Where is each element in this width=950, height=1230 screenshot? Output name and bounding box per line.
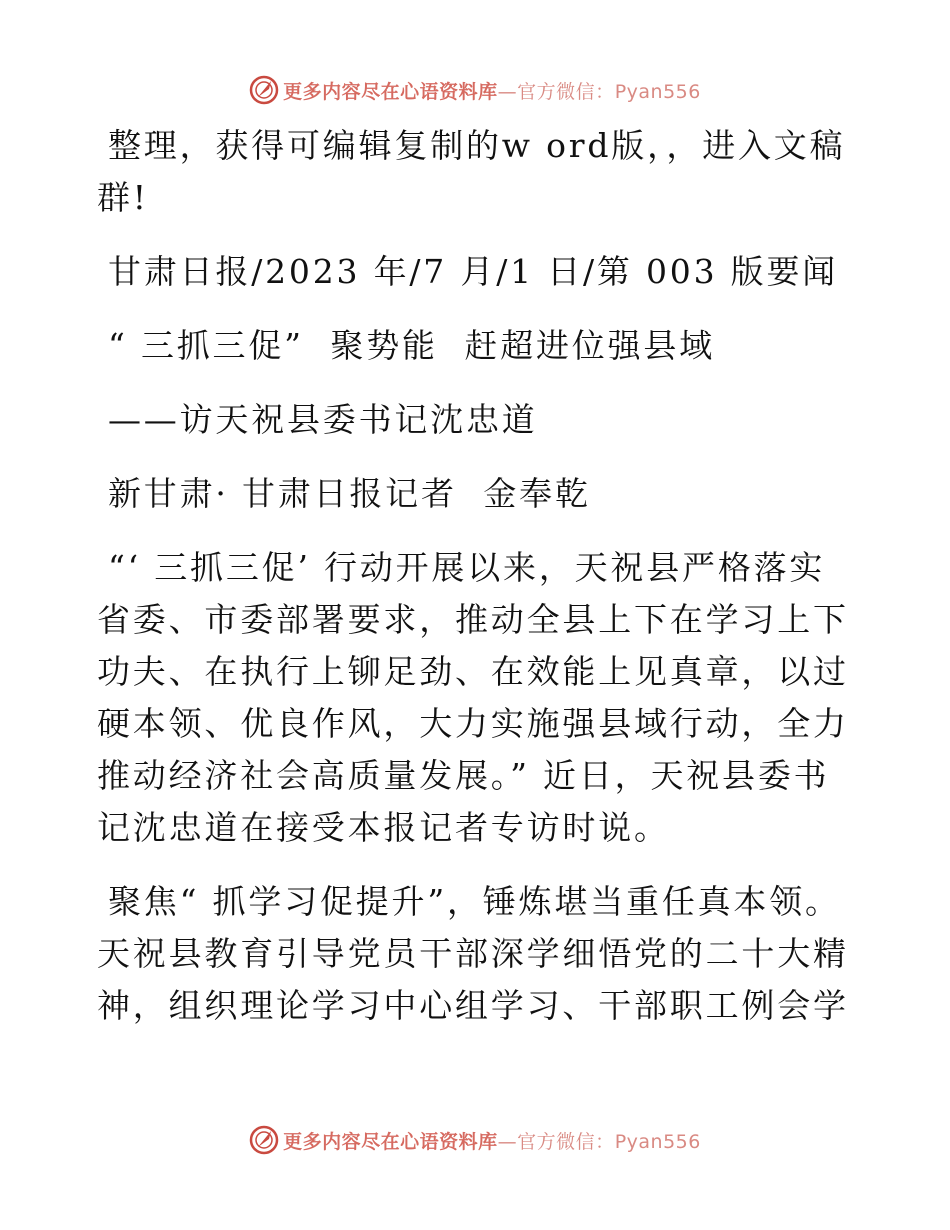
watermark-wechat-label: 官方微信： (517, 80, 615, 103)
watermark-text (283, 77, 701, 104)
watermark-wechat-id: Pyan556 (614, 1130, 701, 1153)
article-byline: 新甘肃· 甘肃日报记者 金奉乾 (108, 474, 591, 513)
watermark-dash: — (497, 80, 518, 103)
watermark-brand: 更多内容尽在心语资料库 (283, 80, 498, 103)
watermark-wechat-id: Pyan556 (614, 80, 701, 103)
watermark-brand: 更多内容尽在心语资料库 (283, 1130, 498, 1153)
body-paragraph: 聚焦“ 抓学习促提升”，锤炼堪当重任真本领。天祝县教育引导党员干部深学细悟党的二十大精神，组织理论学习中心组学习、干部职工例会学 (97, 882, 849, 1025)
header-watermark (0, 70, 950, 110)
article-headline: “ 三抓三促” 聚势能 赶超进位强县域 (108, 326, 715, 365)
watermark-text (283, 1127, 701, 1154)
quill-logo-icon (249, 75, 279, 105)
document-body (97, 120, 857, 1032)
quill-logo-icon (249, 1125, 279, 1155)
watermark-dash: — (497, 1130, 518, 1153)
article-subheadline: ——访天祝县委书记沈忠道 (108, 400, 538, 439)
source-line: 甘肃日报/2023 年/7 月/1 日/第 003 版要闻 (108, 252, 839, 291)
watermark-wechat-label: 官方微信： (517, 1130, 615, 1153)
intro-paragraph: 整理，获得可编辑复制的w ord版，，进入文稿群! (97, 126, 846, 217)
body-paragraph: “‘ 三抓三促’ 行动开展以来，天祝县严格落实省委、市委部署要求，推动全县上下在学习上下功夫、在执行上铆足劲、在效能上见真章，以过硬本领、优良作风，大力实施强县域行动，全力推动经济社会高质量发展。” 近日，天祝县委书记沈忠道在接受本报记者专访时说。 (97, 548, 849, 847)
footer-watermark (0, 1120, 950, 1160)
